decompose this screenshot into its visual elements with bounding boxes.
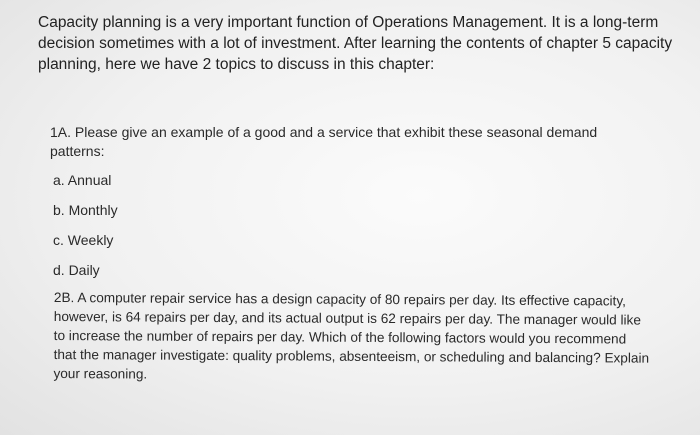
- option-daily: d. Daily: [53, 262, 100, 278]
- option-monthly: b. Monthly: [53, 202, 118, 218]
- intro-paragraph: Capacity planning is a very important function of Operations Management. It is a long-term decision sometimes with a lot of investment. After learning the contents of chapter 5 capacity planning, here we have 2 topics to discuss in this chapter:: [38, 14, 673, 73]
- option-annual: a. Annual: [53, 172, 112, 188]
- question-1a: 1A. Please give an example of a good and a service that exhibit these seasonal demand patterns:: [50, 124, 598, 159]
- question-2b: 2B. A computer repair service has a design capacity of 80 repairs per day. Its effective capacity, however, is 64 repairs per day, and its actual output is 62 repairs per day. The manager would like to increase the number of repairs per day. Which of the following factors would you recommend that the manager investigate: quality problems, absenteeism, or scheduling and balancing? Explain your reasoning.: [53, 289, 650, 382]
- option-weekly: c. Weekly: [53, 232, 114, 248]
- questions-section: [50, 123, 650, 383]
